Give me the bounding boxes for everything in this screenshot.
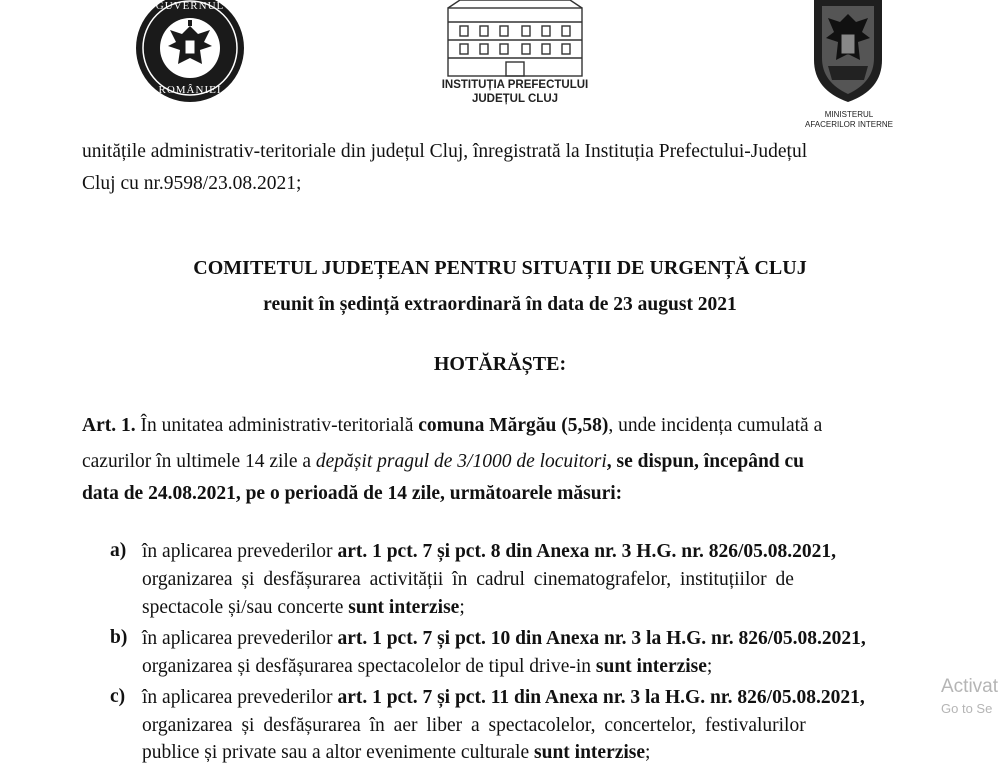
article-1-line-2 (82, 450, 804, 474)
item-c-line-2: organizarea și desfășurarea în aer liber a spectacolelor, concertelor, festivalurilor (142, 715, 806, 736)
article-1-line-3 (82, 482, 622, 506)
item-b-text-a: în aplicarea prevederilor (142, 628, 338, 649)
item-b-reference: art. 1 pct. 7 și pct. 10 din Anexa nr. 3 la H.G. nr. 826/05.08.2021, (337, 628, 866, 649)
activation-watermark-subtitle: Go to Se (941, 701, 993, 716)
ministry-coat-of-arms-logo (808, 0, 888, 104)
article-1-text-e: , se dispun, începând cu (606, 451, 805, 472)
seal-text-top: GUVERNUL (155, 0, 225, 12)
committee-title: COMITETUL JUDEȚEAN PENTRU SITUAȚII DE URGENȚĂ CLUJ (193, 257, 807, 279)
prefecture-building-logo (440, 0, 590, 78)
item-a-label: a) (110, 540, 127, 561)
article-1-label: Art. 1. (82, 415, 136, 436)
item-c-reference: art. 1 pct. 7 și pct. 11 din Anexa nr. 3 la H.G. nr. 826/05.08.2021, (337, 687, 865, 708)
item-c-label: c) (110, 686, 126, 707)
government-seal-logo (130, 0, 250, 106)
item-b-label: b) (110, 627, 128, 648)
item-c-prohibited: sunt interzise (534, 742, 646, 763)
item-b-line-1 (142, 627, 866, 651)
article-1-locality: comuna Mărgău (5,58) (418, 415, 609, 436)
prefecture-caption-line1: INSTITUȚIA PREFECTULUI (441, 79, 589, 91)
item-c-text-end: ; (645, 742, 651, 763)
item-c-line-1 (142, 686, 865, 710)
item-a-text-c: spectacole și/sau concerte (142, 597, 349, 618)
article-1-text-c: , unde incidența cumulată a (608, 415, 823, 436)
prefecture-caption-line2: JUDEȚUL CLUJ (471, 93, 559, 105)
article-1-threshold: depășit pragul de 3/1000 de locuitori (315, 451, 607, 472)
article-1-text-a: În unitatea administrativ-teritorială (135, 415, 419, 436)
item-b-prohibited: sunt interzise (595, 656, 707, 677)
item-a-text-a: în aplicarea prevederilor (142, 541, 338, 562)
seal-text-bottom: ROMÂNIEI (158, 84, 222, 96)
item-a-reference: art. 1 pct. 7 și pct. 8 din Anexa nr. 3 H.G. nr. 826/05.08.2021, (337, 541, 836, 562)
item-b-text-b: organizarea și desfășurarea spectacolelor de tipul drive-in (142, 656, 596, 677)
intro-line-1: unitățile administrativ-teritoriale din județul Cluj, înregistrată la Instituția Prefectului-Județul (82, 141, 808, 162)
item-c-text-a: în aplicarea prevederilor (142, 687, 338, 708)
item-a-text-end: ; (459, 597, 465, 618)
ministry-caption (790, 110, 908, 130)
item-a-line-3 (142, 596, 465, 620)
article-1-line-1 (82, 414, 822, 438)
decision-heading: HOTĂRĂȘTE: (433, 353, 567, 375)
item-a-line-1 (142, 540, 836, 564)
activation-watermark-title: Activat (941, 676, 999, 697)
prefecture-caption (420, 78, 610, 106)
meeting-subtitle: reunit în ședință extraordinară în data de 23 august 2021 (263, 294, 737, 315)
item-a-line-2: organizarea și desfășurarea activității în cadrul cinematografelor, instituțiilor de (142, 569, 794, 590)
article-1-text-f: data de 24.08.2021, pe o perioadă de 14 zile, următoarele măsuri: (82, 483, 623, 504)
ministry-caption-line2: AFACERILOR INTERNE (804, 120, 893, 129)
ministry-caption-line1: MINISTERUL (824, 110, 874, 119)
intro-line-2: Cluj cu nr.9598/23.08.2021; (82, 173, 302, 194)
article-1-text-d: cazurilor în ultimele 14 zile a (82, 451, 316, 472)
item-c-line-3 (142, 741, 650, 765)
item-a-prohibited: sunt interzise (348, 597, 460, 618)
item-b-text-end: ; (706, 656, 713, 677)
item-b-line-2 (142, 655, 712, 679)
item-c-text-c: publice și private sau a altor evenimente culturale (142, 742, 535, 763)
